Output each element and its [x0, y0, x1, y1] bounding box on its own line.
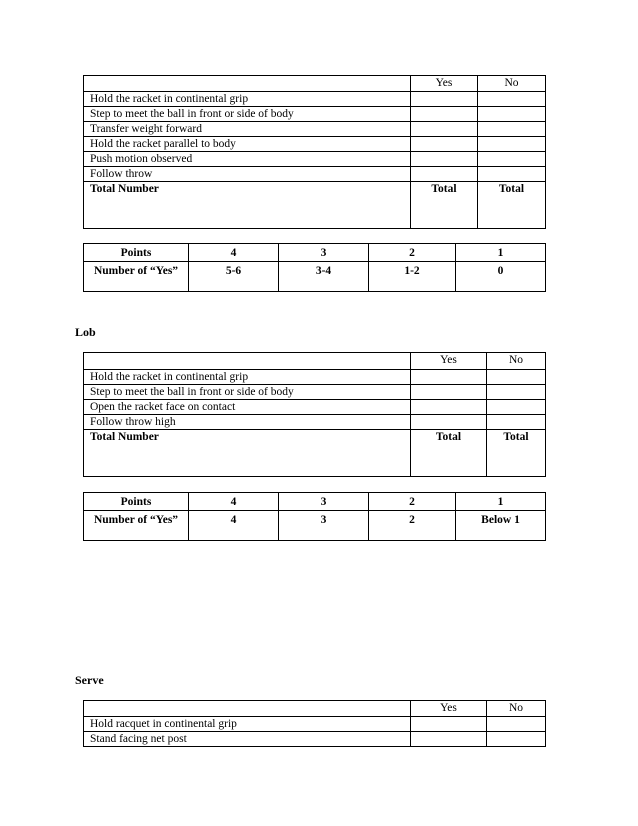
table-row	[84, 385, 546, 400]
criterion-label: Follow throw	[84, 167, 411, 182]
criterion-label: Hold the racket in continental grip	[84, 92, 411, 107]
yes-count-label: Number of “Yes”	[84, 262, 189, 292]
yes-count-value: 4	[189, 511, 279, 541]
criterion-label: Transfer weight forward	[84, 122, 411, 137]
total-row	[84, 430, 546, 477]
points-row	[84, 493, 546, 511]
header-yes: Yes	[411, 701, 487, 717]
no-cell	[478, 167, 546, 182]
header-blank	[84, 76, 411, 92]
yes-count-row	[84, 511, 546, 541]
yes-count-value: 1-2	[369, 262, 456, 292]
points-value: 2	[369, 244, 456, 262]
criterion-label: Step to meet the ball in front or side of body	[84, 107, 411, 122]
no-cell	[487, 415, 546, 430]
score-table-1	[83, 243, 546, 292]
points-value: 1	[456, 244, 546, 262]
table-header-row	[84, 76, 546, 92]
header-no: No	[487, 353, 546, 370]
yes-cell	[411, 415, 487, 430]
yes-count-label: Number of “Yes”	[84, 511, 189, 541]
yes-count-value: 2	[369, 511, 456, 541]
yes-count-value: 0	[456, 262, 546, 292]
criterion-label: Open the racket face on contact	[84, 400, 411, 415]
yes-cell	[411, 400, 487, 415]
no-cell	[478, 92, 546, 107]
points-label: Points	[84, 493, 189, 511]
no-cell	[487, 370, 546, 385]
table-row	[84, 122, 546, 137]
table-row	[84, 415, 546, 430]
yes-count-value: 3	[279, 511, 369, 541]
yes-count-value: Below 1	[456, 511, 546, 541]
yes-count-value: 3-4	[279, 262, 369, 292]
header-no: No	[487, 701, 546, 717]
yes-cell	[411, 92, 478, 107]
no-cell	[478, 122, 546, 137]
points-row	[84, 244, 546, 262]
header-yes: Yes	[411, 76, 478, 92]
no-cell	[478, 137, 546, 152]
criterion-label: Hold the racket parallel to body	[84, 137, 411, 152]
table-row	[84, 717, 546, 732]
no-cell	[487, 385, 546, 400]
total-no: Total	[478, 182, 546, 229]
yes-cell	[411, 137, 478, 152]
table-row	[84, 152, 546, 167]
no-cell	[487, 717, 546, 732]
yes-cell	[411, 167, 478, 182]
checklist-table-serve	[83, 700, 546, 747]
yes-count-value: 5-6	[189, 262, 279, 292]
points-value: 4	[189, 244, 279, 262]
criterion-label: Follow throw high	[84, 415, 411, 430]
points-value: 3	[279, 244, 369, 262]
checklist-table-lob	[83, 352, 546, 477]
points-value: 2	[369, 493, 456, 511]
points-value: 4	[189, 493, 279, 511]
no-cell	[487, 732, 546, 747]
points-label: Points	[84, 244, 189, 262]
section-title-lob: Lob	[75, 325, 96, 339]
no-cell	[487, 400, 546, 415]
criterion-label: Step to meet the ball in front or side of body	[84, 385, 411, 400]
total-label: Total Number	[84, 182, 411, 229]
total-label: Total Number	[84, 430, 411, 477]
yes-cell	[411, 732, 487, 747]
yes-cell	[411, 107, 478, 122]
table-header-row	[84, 701, 546, 717]
header-blank	[84, 353, 411, 370]
score-table-lob	[83, 492, 546, 541]
table-row	[84, 107, 546, 122]
table-header-row	[84, 353, 546, 370]
table-row	[84, 370, 546, 385]
table-row	[84, 92, 546, 107]
total-yes: Total	[411, 430, 487, 477]
criterion-label: Stand facing net post	[84, 732, 411, 747]
table-row	[84, 400, 546, 415]
header-yes: Yes	[411, 353, 487, 370]
table-row	[84, 732, 546, 747]
yes-cell	[411, 385, 487, 400]
header-blank	[84, 701, 411, 717]
yes-count-row	[84, 262, 546, 292]
total-row	[84, 182, 546, 229]
yes-cell	[411, 717, 487, 732]
checklist-table-1	[83, 75, 546, 229]
no-cell	[478, 107, 546, 122]
yes-cell	[411, 370, 487, 385]
table-row	[84, 167, 546, 182]
section-title-serve: Serve	[75, 673, 104, 687]
points-value: 1	[456, 493, 546, 511]
total-yes: Total	[411, 182, 478, 229]
yes-cell	[411, 122, 478, 137]
points-value: 3	[279, 493, 369, 511]
header-no: No	[478, 76, 546, 92]
total-no: Total	[487, 430, 546, 477]
no-cell	[478, 152, 546, 167]
criterion-label: Hold racquet in continental grip	[84, 717, 411, 732]
criterion-label: Push motion observed	[84, 152, 411, 167]
criterion-label: Hold the racket in continental grip	[84, 370, 411, 385]
yes-cell	[411, 152, 478, 167]
table-row	[84, 137, 546, 152]
